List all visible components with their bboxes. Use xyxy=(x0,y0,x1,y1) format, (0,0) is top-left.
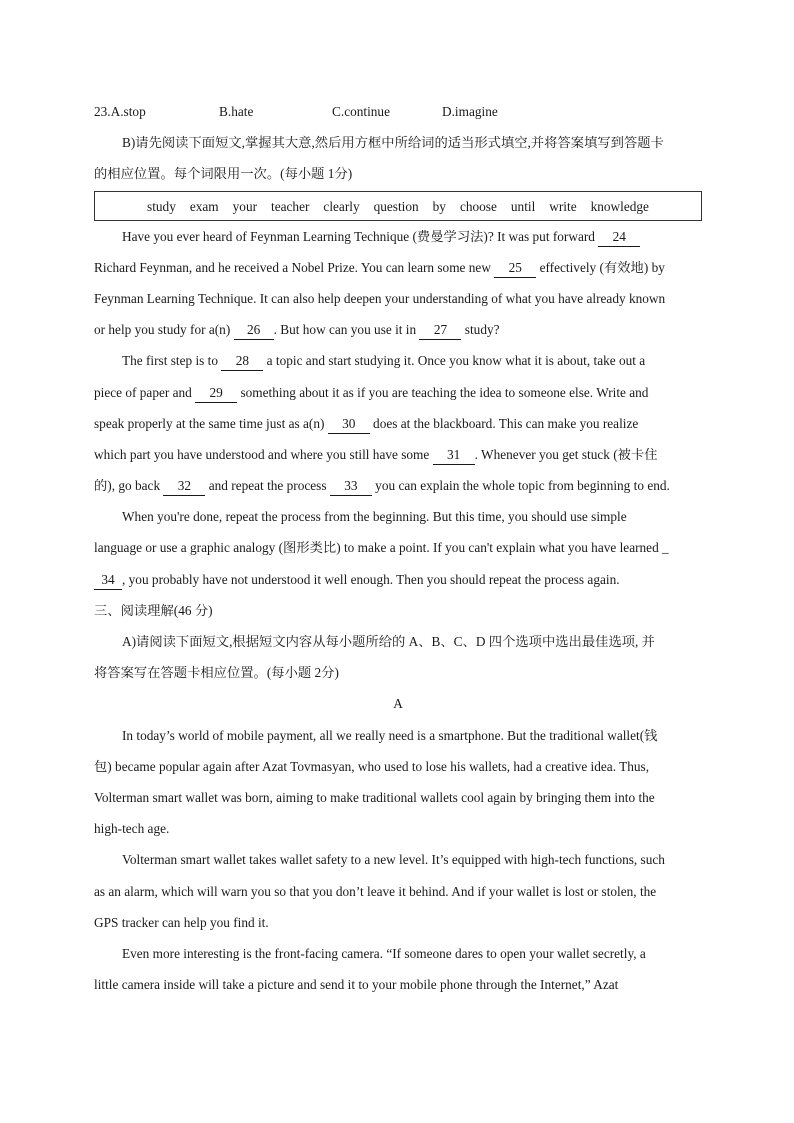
reading-line: In today’s world of mobile payment, all we really need is a smartphone. But the traditional wallet(钱 xyxy=(122,727,658,743)
word-bank-box xyxy=(94,191,702,221)
passage-line xyxy=(94,439,702,470)
passage-text: . Whenever you get stuck (被卡住 xyxy=(474,446,658,462)
blank-32[interactable]: 32 xyxy=(163,477,205,496)
passage-line: language or use a graphic analogy (图形类比) to make a point. If you can't explain what you have learned _ xyxy=(94,540,669,556)
passage-text: something about it as if you are teaching the idea to someone else. Write and xyxy=(237,384,649,400)
reading-line: Volterman smart wallet was born, aiming to make traditional wallets cool again by bringing them into the xyxy=(94,789,655,805)
blank-30[interactable]: 30 xyxy=(328,415,370,434)
question-23-options xyxy=(94,96,702,127)
word-bank-item: knowledge xyxy=(590,198,649,214)
passage-text: Richard Feynman, and he received a Nobel Prize. You can learn some new xyxy=(94,259,495,275)
passage-line xyxy=(94,377,702,408)
reading-line: Even more interesting is the front-facing camera. “If someone dares to open your wallet secretly, a xyxy=(122,945,646,961)
passage-line xyxy=(94,408,702,439)
passage-text: and repeat the process xyxy=(205,478,330,494)
passage-text: . But how can you use it in xyxy=(273,322,420,338)
passage-line xyxy=(94,564,702,595)
word-bank-item: choose xyxy=(459,198,497,214)
word-bank-item: by xyxy=(432,198,446,214)
passage-text: study? xyxy=(461,322,500,338)
passage-text: which part you have understood and where you still have some xyxy=(94,446,433,462)
passage-text: 的), go back xyxy=(94,478,164,494)
word-bank-item: teacher xyxy=(271,198,310,214)
section-3-instruction-2: 将答案写在答题卡相应位置。(每小题 2分) xyxy=(94,665,339,681)
option-b: B.hate xyxy=(219,104,254,119)
passage-line xyxy=(94,345,702,376)
word-bank-item: until xyxy=(510,198,536,214)
passage-a-label: A xyxy=(393,696,403,712)
passage-line xyxy=(94,221,702,252)
reading-line: as an alarm, which will warn you so that you don’t leave it behind. And if your wallet is lost or stolen, the xyxy=(94,883,657,899)
blank-26[interactable]: 26 xyxy=(234,321,274,340)
blank-29[interactable]: 29 xyxy=(195,384,237,403)
reading-line: GPS tracker can help you find it. xyxy=(94,914,269,930)
passage-line: Feynman Learning Technique. It can also help deepen your understanding of what you have already known xyxy=(94,290,666,306)
passage-line xyxy=(94,252,702,283)
passage-text: does at the blackboard. This can make you realize xyxy=(369,415,639,431)
blank-25[interactable]: 25 xyxy=(494,259,536,278)
section-3-instruction-1: A)请阅读下面短文,根据短文内容从每小题所给的 A、B、C、D 四个选项中选出最佳选项, 并 xyxy=(122,634,655,649)
passage-line xyxy=(94,470,702,501)
word-bank-item: write xyxy=(549,198,577,214)
option-d: D.imagine xyxy=(442,104,498,119)
document-page xyxy=(94,96,702,1000)
passage-text: piece of paper and xyxy=(94,384,196,400)
blank-31[interactable]: 31 xyxy=(433,446,475,465)
word-bank-item: clearly xyxy=(323,198,360,214)
passage-line xyxy=(94,314,702,345)
blank-28[interactable]: 28 xyxy=(221,352,263,371)
passage-text: speak properly at the same time just as a(n) xyxy=(94,415,328,431)
passage-line: When you're done, repeat the process from the beginning. But this time, you should use simple xyxy=(122,509,627,525)
passage-text: you can explain the whole topic from beginning to end. xyxy=(371,478,670,494)
blank-24[interactable]: 24 xyxy=(598,228,640,247)
reading-line: high-tech age. xyxy=(94,821,170,837)
option-c: C.continue xyxy=(332,104,390,119)
section-b-instruction-2: 的相应位置。每个词限用一次。(每小题 1分) xyxy=(94,166,353,182)
reading-line: little camera inside will take a picture and send it to your mobile phone through the Internet,” Azat xyxy=(94,977,619,993)
word-bank-item: study xyxy=(147,198,176,214)
passage-text: Have you ever heard of Feynman Learning Technique (费曼学习法)? It was put forward xyxy=(122,228,599,244)
passage-text: or help you study for a(n) xyxy=(94,322,234,338)
passage-text: a topic and start studying it. Once you know what it is about, take out a xyxy=(263,353,646,369)
section-b-instruction-1: B)请先阅读下面短文,掌握其大意,然后用方框中所给词的适当形式填空,并将答案填写到答题卡 xyxy=(122,135,664,151)
blank-33[interactable]: 33 xyxy=(330,477,372,496)
passage-text: , you probably have not understood it well enough. Then you should repeat the process again. xyxy=(122,571,620,587)
word-bank-item: your xyxy=(232,198,258,214)
section-3-heading: 三、阅读理解(46 分) xyxy=(94,602,213,618)
reading-line: 包) became popular again after Azat Tovmasyan, who used to lose his wallets, had a creative idea. Thus, xyxy=(94,758,650,774)
passage-text: effectively (有效地) by xyxy=(536,259,665,275)
word-bank-item: exam xyxy=(189,198,219,214)
option-a: 23.A.stop xyxy=(94,104,146,119)
blank-27[interactable]: 27 xyxy=(419,321,461,340)
passage-text: The first step is to xyxy=(122,353,222,369)
reading-line: Volterman smart wallet takes wallet safety to a new level. It’s equipped with high-tech functions, such xyxy=(122,852,665,868)
word-bank-item: question xyxy=(373,198,419,214)
blank-34[interactable]: 34 xyxy=(94,571,122,590)
